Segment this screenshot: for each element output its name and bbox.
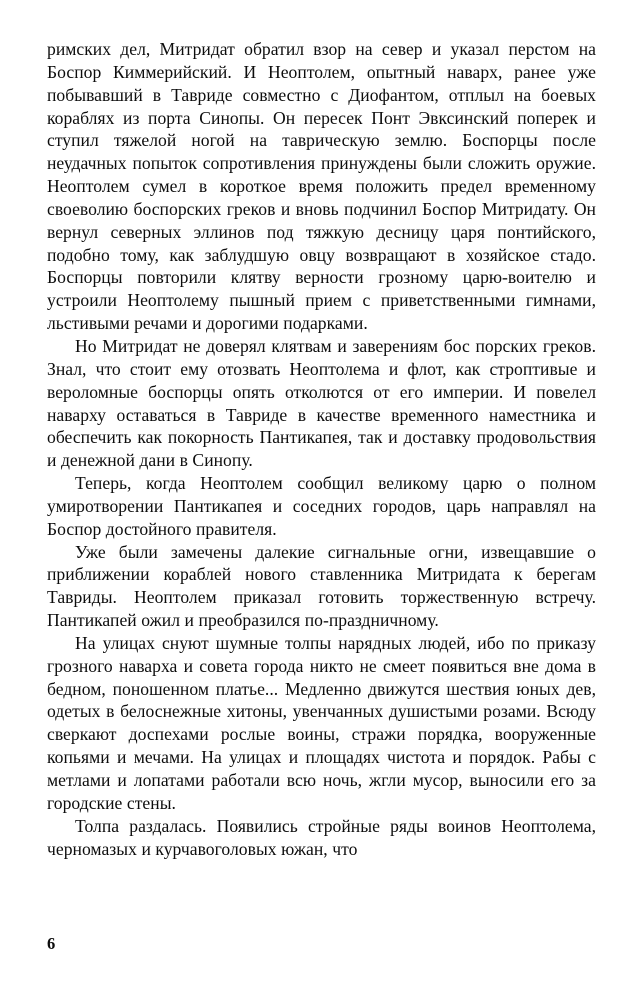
paragraph-4: Уже были замечены далекие сигнальные огни, извещавшие о приближении кораблей нового ставленника Митридата к берегам Тавриды. Неоптолем приказал готовить торжественную встречу. Пантикапей ожил и преобразился по-праздничному. xyxy=(47,541,596,631)
paragraph-2: Но Митридат не доверял клятвам и заверениям бос порских греков. Знал, что стоит ему отозвать Неоптолема и флот, как строптивые и вероломные боспорцы опять отколются от его империи. И повелел наварху оставаться в Тавриде в качестве временного наместника и обеспечить как покорность Пантикапея, так и доставку продовольствия и денежной дани в Синопу. xyxy=(47,335,596,471)
paragraph-1: римских дел, Митридат обратил взор на север и указал перстом на Боспор Киммерийский. И Неоптолем, опытный наварх, ранее уже побывавший в Тавриде совместно с Диофантом, отплыл на боевых кораблях из порта Синопы. Он пересек Понт Эвксинский поперек и ступил тяжелой ногой на таврическую землю. Боспорцы после неудачных попыток сопротивления принуждены были сложить оружие. Неоптолем сумел в короткое время положить предел временному своеволию боспорских греков и вновь подчинил Боспор Митридату. Он вернул северных эллинов под тяжкую десницу царя понтийского, подобно тому, как заблудшую овцу возвращают в хозяйское стадо. Боспорцы повторили клятву верности грозному царю-воителю и устроили Неоптолему пышный прием с приветственными гимнами, льстивыми речами и дорогими подарками. xyxy=(47,39,596,334)
paragraph-6: Толпа раздалась. Появились стройные ряды воинов Неоптолема, черномазых и курчавоголовых южан, что xyxy=(47,815,596,859)
page-text-block xyxy=(47,38,596,860)
page-number: 6 xyxy=(47,934,56,953)
paragraph-3: Теперь, когда Неоптолем сообщил великому царю о полном умиротворении Пантикапея и соседних городов, царь направлял на Боспор достойного правителя. xyxy=(47,473,596,539)
paragraph-5: На улицах снуют шумные толпы нарядных людей, ибо по приказу грозного наварха и совета города никто не смеет появиться вне дома в бедном, поношенном платье... Медленно движутся шествия юных дев, одетых в белоснежные хитоны, увенчанных душистыми розами. Всюду сверкают доспехами рослые воины, стражи порядка, вооруженные копьями и мечами. На улицах и площадях чистота и порядок. Рабы с метлами и лопатами работали всю ночь, жгли мусор, выносили его за городские стены. xyxy=(47,632,596,813)
